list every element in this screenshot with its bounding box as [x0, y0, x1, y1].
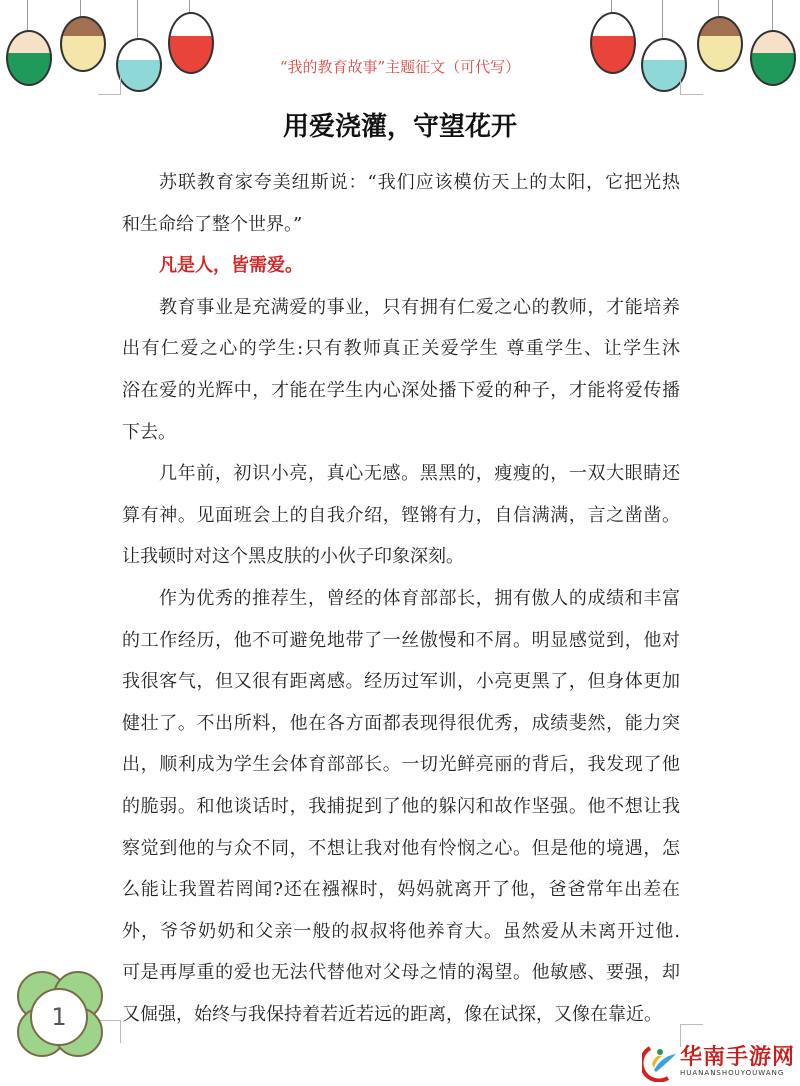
text-line: 察觉到他的与众不同，不想让我对他有怜悯之心。但是他的境遇，怎	[122, 837, 680, 859]
text-line: 健壮了。不出所料，他在各方面都表现得很优秀，成绩斐然，能力突	[122, 712, 680, 734]
margin-corner-mark	[98, 72, 121, 95]
text-line: 出，顺利成为学生会体育部部长。一切光鲜亮丽的背后，我发现了他	[122, 754, 680, 776]
paragraph	[122, 453, 680, 578]
margin-corner-mark	[680, 72, 703, 95]
watermark	[640, 1040, 800, 1086]
text-line: 浴在爱的光辉中，才能在学生内心深处播下爱的种子，才能将爱传播	[122, 379, 680, 401]
text-line: 出有仁爱之心的学生:只有教师真正关爱学生 尊重学生、让学生沐	[122, 338, 680, 360]
watermark-logo-icon	[642, 1042, 678, 1082]
text-line: 教育事业是充满爱的事业，只有拥有仁爱之心的教师，才能培养	[159, 296, 680, 318]
paragraph	[122, 162, 680, 245]
text-line: 又倔强，始终与我保持着若近若远的距离，像在试探，又像在靠近。	[122, 1003, 662, 1025]
text-line: 外，爷爷奶奶和父亲一般的叔叔将他养育大。虽然爱从未离开过他.	[122, 920, 680, 942]
text-line: 作为优秀的推荐生，曾经的体育部部长，拥有傲人的成绩和丰富	[159, 587, 680, 609]
header-subtitle: “我的教育故事”主题征文（可代写）	[279, 58, 521, 76]
text-line: 的工作经历，他不可避免地带了一丝傲慢和不屑。明显感觉到，他对	[122, 629, 680, 651]
page-number: 1	[30, 988, 88, 1046]
paragraph	[122, 578, 680, 1036]
page-title: 用爱浇灌，守望花开	[282, 112, 517, 142]
ornament-string	[662, 0, 663, 40]
paragraph	[122, 287, 680, 453]
text-line: 算有神。见面班会上的自我介绍，铿锵有力，自信满满，言之凿凿。	[122, 504, 680, 526]
ornament-string	[772, 0, 773, 30]
text-line: 我很客气，但又很有距离感。经历过军训，小亮更黑了，但身体更加	[122, 671, 680, 693]
text-line: 下去。	[122, 421, 176, 443]
watermark-title: 华南手游网	[680, 1045, 796, 1070]
emphasis-paragraph	[122, 245, 680, 287]
text-line: 凡是人，皆需爱。	[159, 255, 303, 277]
article-body	[122, 162, 680, 1035]
text-line: 么能让我置若罔闻?还在襁褓时，妈妈就离开了他，爸爸常年出差在	[122, 879, 680, 901]
ornament-string	[137, 0, 138, 40]
text-line: 和生命给了整个世界。”	[122, 213, 303, 235]
ornament-string	[27, 0, 28, 30]
text-line: 的脆弱。和他谈话时，我捕捉到了他的躲闪和故作坚强。他不想让我	[122, 795, 680, 817]
text-line: 苏联教育家夸美纽斯说：“我们应该模仿天上的太阳，它把光热	[159, 172, 680, 193]
text-line: 可是再厚重的爱也无法代替他对父母之情的渴望。他敏感、要强，却	[122, 962, 680, 984]
watermark-subtitle: HUANANSHOUYOUWANG	[680, 1069, 785, 1077]
text-line: 几年前，初识小亮，真心无感。黑黑的，瘦瘦的，一双大眼睛还	[159, 463, 680, 485]
text-line: 让我顿时对这个黑皮肤的小伙子印象深刻。	[122, 546, 464, 568]
